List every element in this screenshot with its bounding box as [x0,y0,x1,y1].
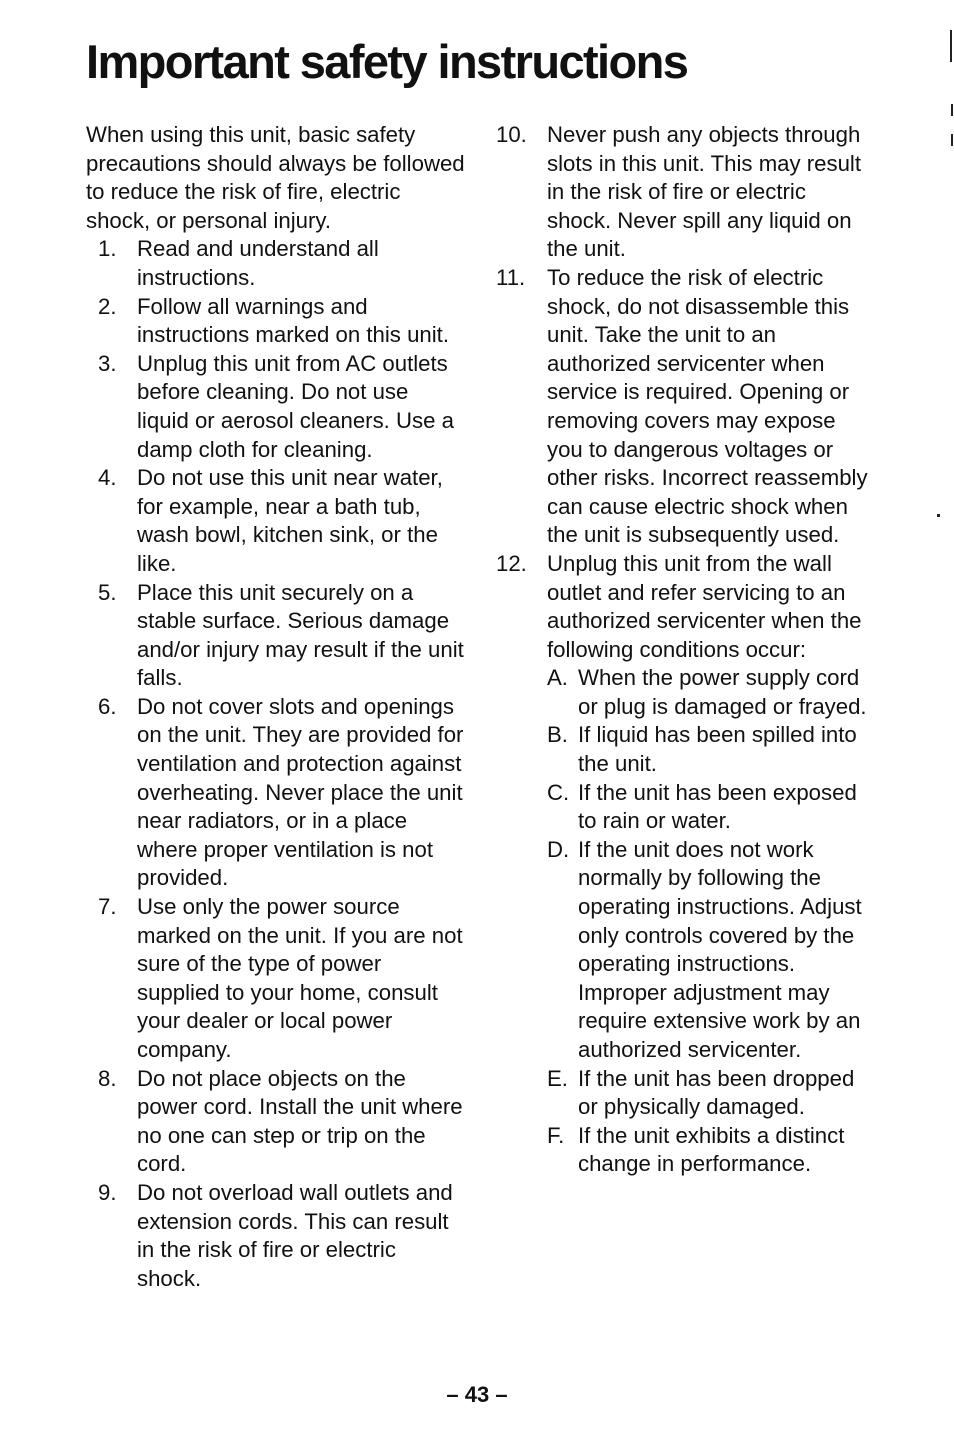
instruction-item-6 [86,693,466,893]
scan-mark [950,30,952,62]
left-column [86,121,466,1293]
instruction-item-9 [86,1179,466,1293]
item-number: 7. [98,894,117,920]
condition-letter: B. [547,722,568,748]
item-number: 9. [98,1179,117,1205]
item-text: Use only the power source marked on the unit. If you are not sure of the type of power supplied to your home, consult your dealer or local power company. [137,894,463,1062]
item-text: Read and understand all instructions. [137,236,379,290]
item-number: 5. [98,579,117,605]
right-column [496,121,876,1179]
item-number: 11. [496,264,526,290]
instruction-item-10 [496,121,876,264]
condition-letter: D. [547,836,570,862]
item-number: 3. [98,350,117,376]
condition-text: If the unit exhibits a distinct change in performance. [578,1122,845,1177]
item-number: 1. [98,236,117,262]
instruction-item-5 [86,579,466,693]
item-number: 12. [496,550,527,576]
page-number: – 43 – [446,1382,508,1407]
condition-text: If the unit has been dropped or physically damaged. [578,1065,855,1120]
instruction-item-8 [86,1065,466,1179]
condition-item-d [547,836,876,1065]
item-text: Do not use this unit near water, for example, near a bath tub, wash bowl, kitchen sink, or the like. [137,465,443,576]
scan-mark [937,514,940,517]
item-number: 6. [98,693,117,719]
condition-text: If liquid has been spilled into the unit. [578,722,857,777]
condition-item-f [547,1122,876,1179]
instruction-item-2 [86,293,466,350]
condition-text: If the unit does not work normally by following the operating instructions. Adjust only controls covered by the operating instructions. Improper adjustment may require extensive work by an authorized servicenter. [578,836,862,1062]
condition-text: When the power supply cord or plug is damaged or frayed. [578,665,867,719]
condition-item-a [547,664,876,721]
condition-letter: E. [547,1065,568,1091]
item-text: Unplug this unit from AC outlets before cleaning. Do not use liquid or aerosol cleaners. Use a damp cloth for cleaning. [137,350,454,462]
instruction-item-1 [86,235,466,292]
item-number: 8. [98,1065,117,1091]
condition-text: If the unit has been exposed to rain or water. [578,779,857,834]
page-title: Important safety instructions [86,35,688,88]
condition-item-c [547,779,876,836]
condition-item-e [547,1065,876,1122]
item-number: 10. [496,122,527,147]
scan-mark [951,134,953,146]
condition-letter: F. [547,1122,565,1148]
intro-paragraph: When using this unit, basic safety precautions should always be followed to reduce the risk of fire, electric shock, or personal injury. [86,122,465,233]
condition-letter: A. [547,665,568,691]
item-text: Do not cover slots and openings on the unit. They are provided for ventilation and protection against overheating. Never place the unit near radiators, or in a place where proper ventilation is not provided. [137,693,464,891]
item-text: Unplug this unit from the wall outlet and refer servicing to an authorized servicenter when the following conditions occur: [547,550,862,662]
item-text: Follow all warnings and instructions marked on this unit. [137,293,450,348]
item-text: Never push any objects through slots in this unit. This may result in the risk of fire or electric shock. Never spill any liquid on the unit. [547,122,862,262]
item-text: Place this unit securely on a stable surface. Serious damage and/or injury may result if the unit falls. [137,579,464,691]
condition-item-b [547,721,876,778]
instruction-item-4 [86,464,466,578]
instruction-item-7 [86,893,466,1065]
condition-list [547,664,876,1179]
item-text: Do not place objects on the power cord. Install the unit where no one can step or trip on the cord. [137,1065,463,1177]
item-text: To reduce the risk of electric shock, do not disassemble this unit. Take the unit to an authorized servicenter when service is required. Opening or removing covers may expose you to dangerous voltages or other risks. Incorrect reassembly can cause electric shock when the unit is subsequently used. [547,264,868,548]
instruction-item-12 [496,550,876,1179]
item-number: 2. [98,293,117,319]
condition-letter: C. [547,779,570,805]
instruction-item-3 [86,350,466,464]
scan-mark [951,104,953,116]
item-text: Do not overload wall outlets and extension cords. This can result in the risk of fire or electric shock. [137,1179,453,1291]
instruction-item-11 [496,264,876,550]
item-number: 4. [98,465,117,491]
